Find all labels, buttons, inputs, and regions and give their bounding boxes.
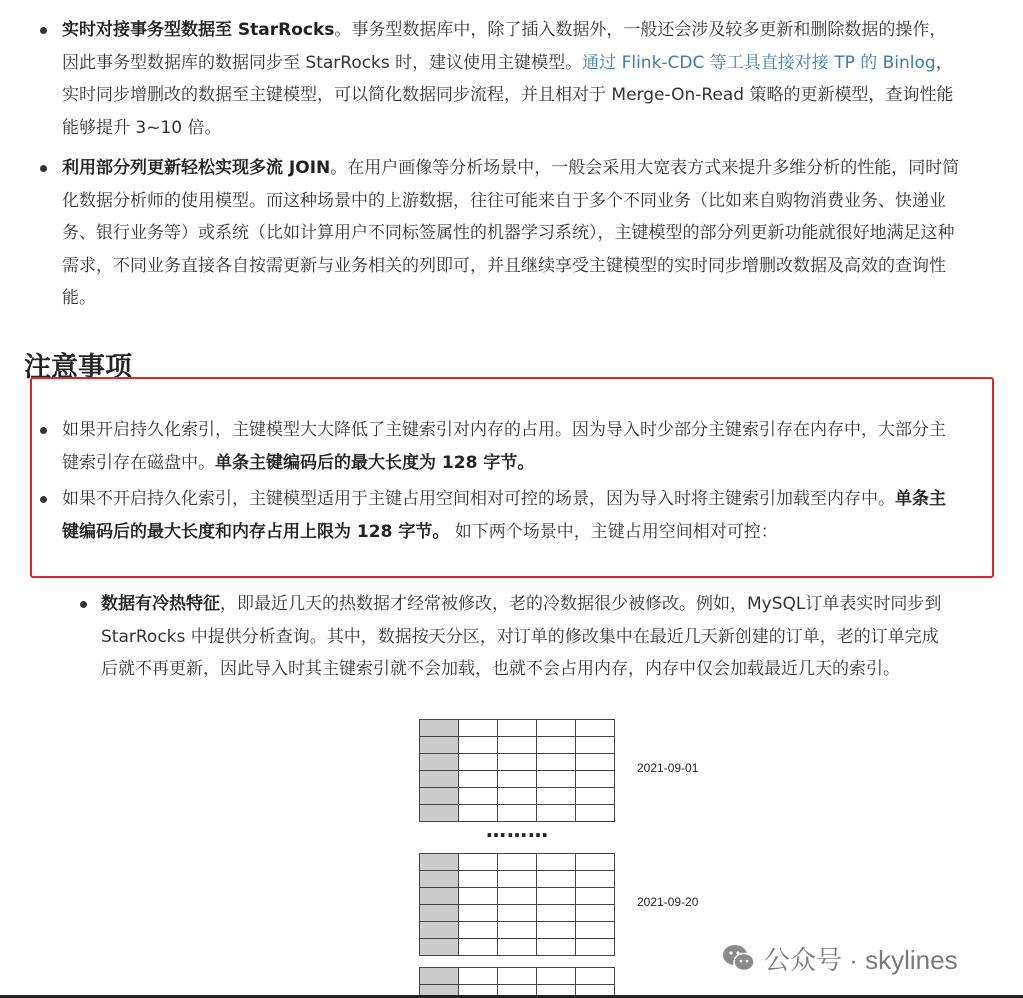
- grid-cell: [576, 922, 615, 939]
- grid-cell: [537, 737, 576, 754]
- key-cell: [420, 922, 459, 939]
- grid-row: [420, 888, 615, 905]
- grid-cell: [498, 922, 537, 939]
- grid-cell: [459, 888, 498, 905]
- grid-cell: [498, 854, 537, 871]
- grid-cell: [576, 939, 615, 956]
- grid-cell: [537, 922, 576, 939]
- grid-cell: [498, 985, 537, 996]
- item-text: 如果不开启持久化索引，主键模型适用于主键占用空间相对可控的场景，因为导入时将主键索引加载至内存中。: [62, 489, 895, 509]
- grid-cell: [537, 788, 576, 805]
- key-cell: [420, 871, 459, 888]
- list-item: [0, 483, 1023, 548]
- item-text: 如下两个场景中，主键占用空间相对可控：: [449, 521, 778, 542]
- key-cell: [420, 939, 459, 956]
- list-item: [0, 152, 1023, 315]
- wechat-icon: [722, 943, 756, 973]
- item-text: 如果开启持久化索引，主键模型大大降低了主键索引对内存的占用。因为导入时少部分主键索引存在内存中，大部分主键索引存在磁盘中。: [62, 420, 946, 473]
- grid-row: [420, 771, 615, 788]
- item-title: 实时对接事务型数据至 StarRocks: [62, 20, 335, 40]
- item-emphasis: 单条主键编码后的最大长度为 128 字节。: [215, 452, 535, 473]
- section-heading: 注意事项: [24, 352, 132, 383]
- grid-cell: [459, 771, 498, 788]
- grid-cell: [459, 754, 498, 771]
- key-cell: [420, 854, 459, 871]
- grid-row: [420, 737, 615, 754]
- grid-row: [420, 905, 615, 922]
- binlog-link[interactable]: 通过 Flink-CDC 等工具直接对接 TP 的 Binlog: [582, 52, 936, 73]
- key-cell: [420, 720, 459, 737]
- grid-cell: [576, 968, 615, 985]
- grid-row: [420, 720, 615, 737]
- grid-row: [420, 788, 615, 805]
- grid-cell: [576, 985, 615, 996]
- key-cell: [420, 805, 459, 822]
- grid-cell: [576, 871, 615, 888]
- key-cell: [420, 737, 459, 754]
- grid-cell: [459, 939, 498, 956]
- grid-row: [420, 985, 615, 996]
- grid-cell: [498, 871, 537, 888]
- watermark-text: 公众号 · skylines: [764, 944, 958, 975]
- grid-cell: [537, 771, 576, 788]
- grid-cell: [498, 771, 537, 788]
- item-text: ，实时同步增删改的数据至主键模型，可以简化数据同步流程，并且相对于 Merge-On-Read 策略的更新模型，查询性能能够提升 3~10 倍。: [62, 52, 954, 138]
- grid-cell: [459, 720, 498, 737]
- grid-cell: [459, 788, 498, 805]
- partition-grid: [419, 967, 615, 995]
- notes-list: [0, 414, 1023, 548]
- grid-cell: [576, 888, 615, 905]
- grid-cell: [576, 905, 615, 922]
- grid-cell: [576, 737, 615, 754]
- grid-cell: [498, 788, 537, 805]
- partition-label-2: 2021-09-20: [637, 895, 699, 909]
- grid-cell: [459, 985, 498, 996]
- grid-cell: [498, 888, 537, 905]
- grid-cell: [459, 968, 498, 985]
- grid-cell: [537, 939, 576, 956]
- partition-grid: [419, 719, 615, 822]
- item-text: 。事务型数据库中，除了插入数据外，一般还会涉及较多更新和删除数据的操作，因此事务型数据库的数据同步至 StarRocks 时，建议使用主键模型。: [62, 20, 947, 73]
- partition-table-3: [419, 967, 619, 995]
- grid-cell: [576, 720, 615, 737]
- item-title: 利用部分列更新轻松实现多流 JOIN: [62, 158, 331, 178]
- grid-cell: [459, 737, 498, 754]
- grid-cell: [537, 854, 576, 871]
- watermark: [722, 940, 958, 976]
- key-cell: [420, 754, 459, 771]
- grid-cell: [459, 905, 498, 922]
- grid-cell: [459, 871, 498, 888]
- grid-cell: [459, 854, 498, 871]
- grid-cell: [576, 771, 615, 788]
- partition-grid: [419, 853, 615, 956]
- grid-cell: [459, 922, 498, 939]
- key-cell: [420, 968, 459, 985]
- key-cell: [420, 788, 459, 805]
- grid-cell: [576, 854, 615, 871]
- item-text: 。在用户画像等分析场景中，一般会采用大宽表方式来提升多维分析的性能，同时简化数据分析师的使用模型。而这种场景中的上游数据，往往可能来自于多个不同业务（比如来自购物消费业务、快递业务、银行业务等）或系统（比如计算用户不同标签属性的机器学习系统），主键模型的部分列更新功能就很好地满足这种需求，不同业务直接各自按需更新与业务相关的列即可，并且继续享受主键模型的实时同步增删改数据及高效的查询性能。: [62, 158, 960, 308]
- grid-cell: [498, 939, 537, 956]
- list-item: [0, 414, 1023, 479]
- grid-cell: [537, 888, 576, 905]
- grid-row: [420, 922, 615, 939]
- key-cell: [420, 771, 459, 788]
- grid-cell: [576, 788, 615, 805]
- grid-row: [420, 939, 615, 956]
- grid-cell: [537, 905, 576, 922]
- grid-cell: [498, 754, 537, 771]
- partition-table-2: [419, 853, 619, 956]
- item-text: ，即最近几天的热数据才经常被修改，老的冷数据很少被修改。例如，MySQL订单表实时同步到 StarRocks 中提供分析查询。其中，数据按天分区，对订单的修改集中在最近几天新创建的订单，老的订单完成后就不再更新，因此导入时其主键索引就不会加载，也就不会占用内存，内存中仅会加载最近几天的索引。: [101, 594, 942, 679]
- key-cell: [420, 905, 459, 922]
- ellipsis: ………: [486, 818, 549, 842]
- grid-row: [420, 854, 615, 871]
- grid-row: [420, 871, 615, 888]
- grid-cell: [576, 754, 615, 771]
- scenario-list: [0, 588, 1023, 686]
- grid-cell: [498, 905, 537, 922]
- grid-row: [420, 754, 615, 771]
- grid-cell: [537, 720, 576, 737]
- grid-cell: [537, 871, 576, 888]
- list-item: [0, 14, 1023, 144]
- grid-row: [420, 968, 615, 985]
- key-cell: [420, 985, 459, 996]
- grid-cell: [537, 968, 576, 985]
- partition-table-1: [419, 719, 619, 822]
- grid-cell: [498, 968, 537, 985]
- key-cell: [420, 888, 459, 905]
- partition-label-1: 2021-09-01: [637, 761, 699, 775]
- grid-cell: [537, 754, 576, 771]
- list-item: [0, 588, 1023, 686]
- grid-cell: [537, 985, 576, 996]
- grid-cell: [576, 805, 615, 822]
- grid-cell: [498, 737, 537, 754]
- item-emphasis: 单条主键编码后的最大长度和内存占用上限为 128 字节。: [62, 489, 946, 542]
- feature-list: [0, 14, 1023, 315]
- item-title: 数据有冷热特征: [101, 594, 220, 614]
- grid-cell: [498, 720, 537, 737]
